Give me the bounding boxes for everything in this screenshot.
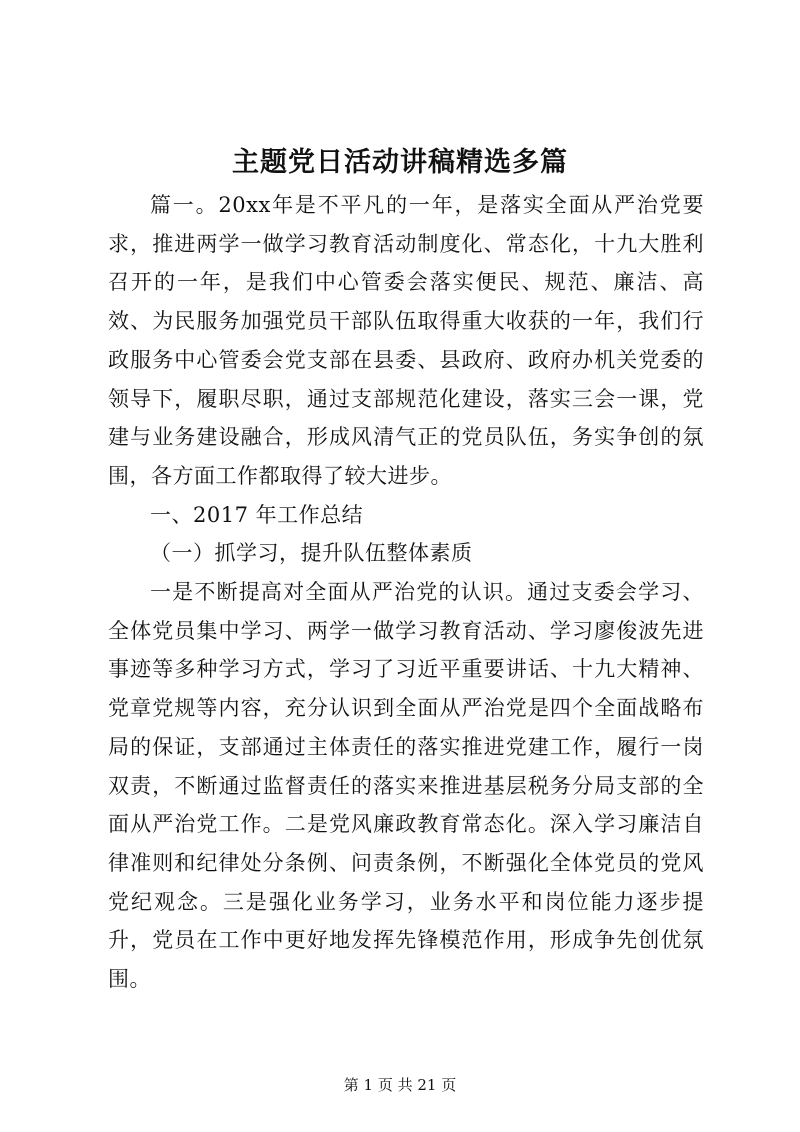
- document-body: [108, 186, 704, 999]
- document-title: 主题党日活动讲稿精选多篇: [232, 147, 568, 178]
- paragraph-study: 一是不断提高对全面从严治党的认识。通过支委会学习、全体党员集中学习、两学一做学习教育活动、学习廖俊波先进事迹等多种学习方式，学习了习近平重要讲话、十九大精神、党章党规等内容，充分认识到全面从严治党是四个全面战略布局的保证，支部通过主体责任的落实推进党建工作，履行一岗双责，不断通过监督责任的落实来推进基层税务分局支部的全面从严治党工作。二是党风廉政教育常态化。深入学习廉洁自律准则和纪律处分条例、问责条例，不断强化全体党员的党风党纪观念。三是强化业务学习，业务水平和岗位能力逐步提升，党员在工作中更好地发挥先锋模范作用，形成争先创优氛围。: [108, 580, 704, 992]
- section-heading: 一、2017 年工作总结: [150, 502, 364, 527]
- paragraph-intro: 篇一。20xx年是不平凡的一年，是落实全面从严治党要求，推进两学一做学习教育活动制度化、常态化，十九大胜利召开的一年，是我们中心管委会落实便民、规范、廉洁、高效、为民服务加强党员干部队伍取得重大收获的一年，我们行政服务中心管委会党支部在县委、县政府、政府办机关党委的领导下，履职尽职，通过支部规范化建设，落实三会一课，党建与业务建设融合，形成风清气正的党员队伍，务实争创的氛围，各方面工作都取得了较大进步。: [108, 193, 704, 488]
- page-number: 第 1 页 共 21 页: [343, 1076, 457, 1094]
- subsection-heading: （一）抓学习，提升队伍整体素质: [150, 541, 473, 566]
